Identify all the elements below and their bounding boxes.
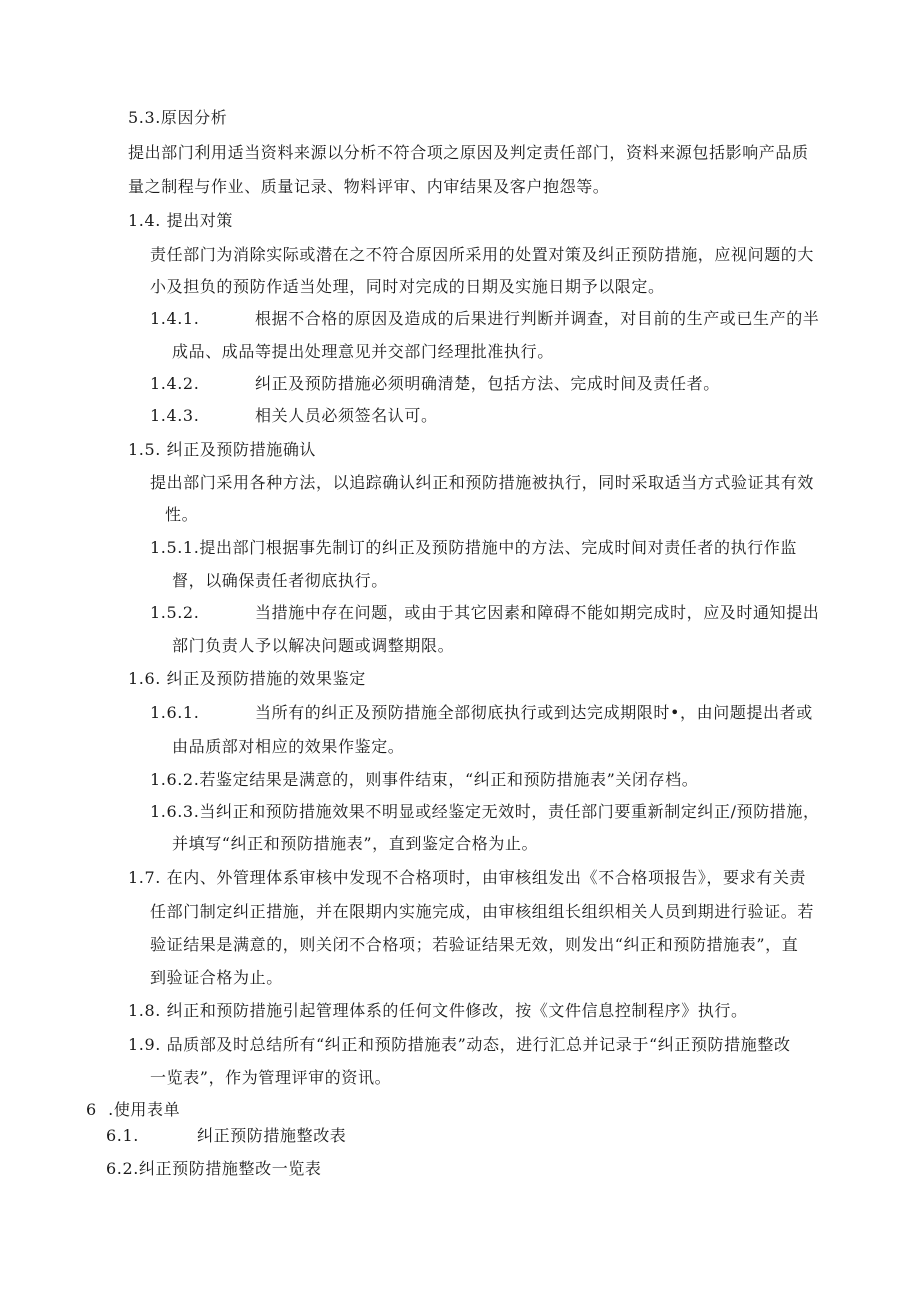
section-1-9-line-2: 一览表”，作为管理评审的资讯。 <box>150 1068 392 1087</box>
item-1-6-3-continuation: 并填写“纠正和预防措施表”，直到鉴定合格为止。 <box>172 834 539 853</box>
item-1-4-1-number: 1.4.1. <box>150 309 200 328</box>
section-1-5-paragraph-line-1: 提出部门采用各种方法，以追踪确认纠正和预防措施被执行，同时采取适当方式验证其有效 <box>150 473 815 492</box>
section-6-heading: 6 .使用表单 <box>86 1100 181 1119</box>
item-1-5-2-number: 1.5.2. <box>150 603 200 622</box>
item-1-4-3-text: 相关人员必须签名认可。 <box>255 406 438 425</box>
section-1-5-paragraph-line-2: 性。 <box>165 505 199 524</box>
item-1-6-2-text: 1.6.2.若鉴定结果是满意的，则事件结束，“纠正和预防措施表”关闭存档。 <box>150 770 699 789</box>
item-1-4-3-number: 1.4.3. <box>150 406 200 425</box>
section-1-8-line-1: 1.8. 纠正和预防措施引起管理体系的任何文件修改，按《文件信息控制程序》执行。 <box>128 1001 748 1020</box>
section-1-4-paragraph-line-1: 责任部门为消除实际或潜在之不符合原因所采用的处置对策及纠正预防措施，应视问题的大 <box>150 245 815 264</box>
item-6-2-text: 6.2.纠正预防措施整改一览表 <box>106 1159 322 1178</box>
section-1-7-line-2: 任部门制定纠正措施，并在限期内实施完成，由审核组组长组织相关人员到期进行验证。若 <box>150 902 815 921</box>
item-1-5-2-text: 当措施中存在问题，或由于其它因素和障碍不能如期完成时，应及时通知提出 <box>255 603 820 622</box>
item-6-1-number: 6.1. <box>106 1126 139 1145</box>
item-1-4-1-text: 根据不合格的原因及造成的后果进行判断并调查，对目前的生产或已生产的半 <box>255 309 820 328</box>
section-1-7-line-1: 1.7. 在内、外管理体系审核中发现不合格项时，由审核组发出《不合格项报告》，要求有关责 <box>128 868 807 887</box>
item-1-4-1-continuation: 成品、成品等提出处理意见并交部门经理批准执行。 <box>172 342 554 361</box>
item-1-6-1-number: 1.6.1. <box>150 703 200 722</box>
section-5-3-heading: 5.3.原因分析 <box>128 108 228 127</box>
item-1-6-3-text: 1.6.3.当纠正和预防措施效果不明显或经鉴定无效时，责任部门要重新制定纠正/预防措施， <box>150 802 820 821</box>
section-1-5-heading: 1.5. 纠正及预防措施确认 <box>128 440 317 459</box>
section-1-7-line-3: 验证结果是满意的，则关闭不合格项；若验证结果无效，则发出“纠正和预防措施表”，直 <box>150 935 799 954</box>
item-1-6-1-text: 当所有的纠正及预防措施全部彻底执行或到达完成期限时•，由问题提出者或 <box>255 703 813 722</box>
section-1-4-heading: 1.4. 提出对策 <box>128 211 234 230</box>
section-1-6-heading: 1.6. 纠正及预防措施的效果鉴定 <box>128 669 366 688</box>
item-1-6-1-continuation: 由品质部对相应的效果作鉴定。 <box>172 737 405 756</box>
item-1-5-2-continuation: 部门负责人予以解决问题或调整期限。 <box>172 636 455 655</box>
section-1-7-line-4: 到验证合格为止。 <box>150 968 283 987</box>
section-1-9-line-1: 1.9. 品质部及时总结所有“纠正和预防措施表”动态，进行汇总并记录于“纠正预防措施整改 <box>128 1035 791 1054</box>
section-5-3-paragraph-line-1: 提出部门利用适当资料来源以分析不符合项之原因及判定责任部门，资料来源包括影响产品质 <box>128 143 809 162</box>
section-1-4-paragraph-line-2: 小及担负的预防作适当处理，同时对完成的日期及实施日期予以限定。 <box>150 277 665 296</box>
item-1-5-1-text: 1.5.1.提出部门根据事先制订的纠正及预防措施中的方法、完成时间对责任者的执行作监 <box>150 538 797 557</box>
item-1-5-1-continuation: 督，以确保责任者彻底执行。 <box>172 571 388 590</box>
item-1-4-2-text: 纠正及预防措施必须明确清楚，包括方法、完成时间及责任者。 <box>255 374 720 393</box>
item-6-1-text: 纠正预防措施整改表 <box>197 1126 347 1145</box>
section-5-3-paragraph-line-2: 量之制程与作业、质量记录、物料评审、内审结果及客户抱怨等。 <box>128 177 610 196</box>
item-1-4-2-number: 1.4.2. <box>150 374 200 393</box>
